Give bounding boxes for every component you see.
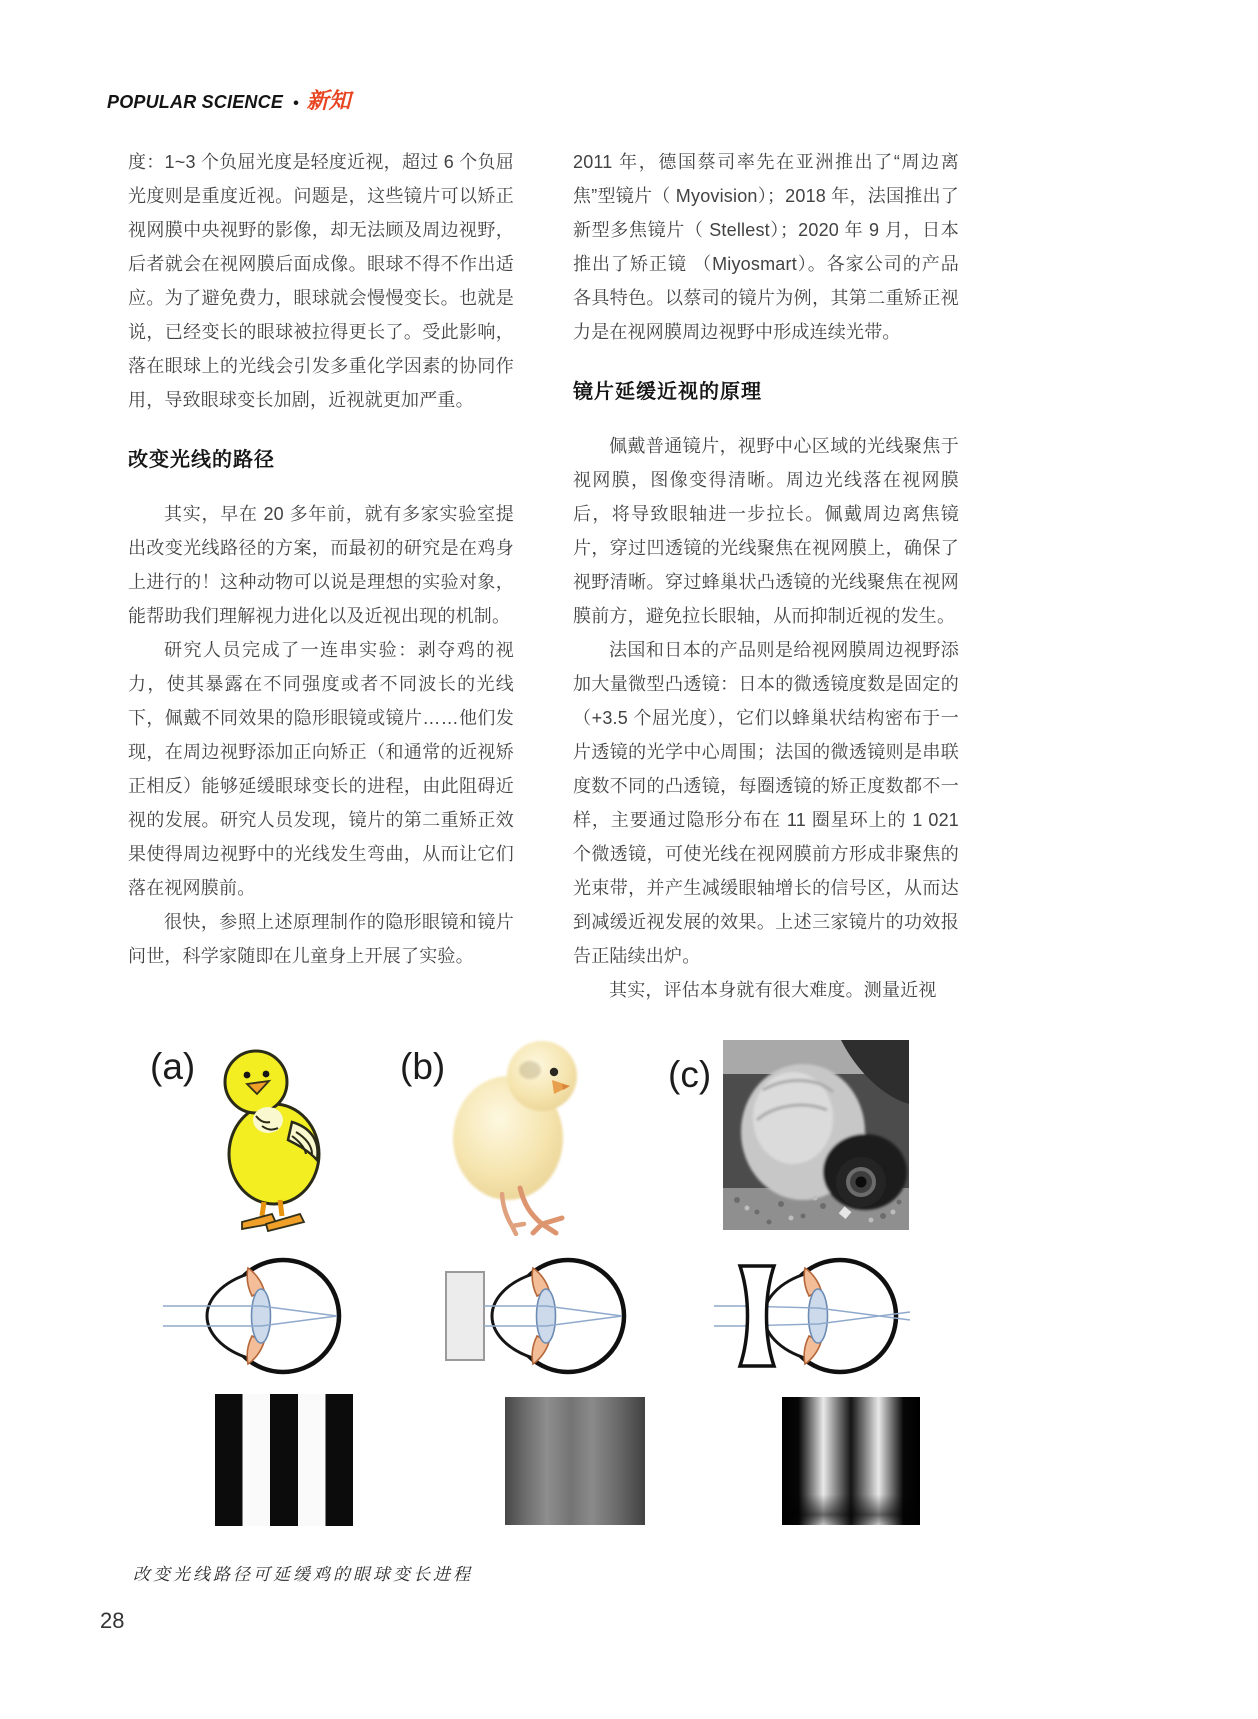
eye-diagram-diffuser — [440, 1246, 650, 1386]
eye-diagram-normal — [155, 1246, 365, 1386]
page-number: 28 — [100, 1608, 125, 1633]
paragraph: 研究人员完成了一连串实验：剥夺鸡的视力，使其暴露在不同强度或者不同波长的光线下，佩戴不同效果的隐形眼镜或镜片……他们发现，在周边视野添加正向矫正（和通常的近视矫正相反）能够延缓眼球变长的进程，由此阻碍近视的发展。研究人员发现，镜片的第二重矫正效果使得周边视野中的光线发生弯曲，从而让它们落在视网膜前。 — [128, 640, 514, 898]
panel-label-c: (c) — [668, 1054, 712, 1095]
left-column — [128, 145, 514, 1007]
photo-chick-image — [450, 1028, 586, 1236]
eye-diagram-concave-lens — [712, 1246, 922, 1386]
paragraph: 其实，评估本身就有很大难度。测量近视 — [609, 980, 937, 1000]
page-header — [107, 84, 351, 115]
grating-blurred-high-contrast — [782, 1397, 920, 1525]
section-title: 新知 — [306, 88, 351, 113]
section-heading-lens-principle: 镜片延缓近视的原理 — [573, 381, 762, 403]
bw-photo-chick-goggle-image — [723, 1040, 909, 1230]
header-bullet-icon: • — [293, 95, 299, 112]
paragraph: 法国和日本的产品则是给视网膜周边视野添加大量微型凸透镜：日本的微透镜度数是固定的（+3.5 个屈光度），它们以蜂巢状结构密布于一片透镜的光学中心周围；法国的微透镜则是串联度数不同的凸透镜，每圈透镜的矫正度数都不一样，主要通过隐形分布在 11 圈星环上的 1 021 个微透镜，可使光线在视网膜前方形成非聚焦的光束带，并产生减缓眼轴增长的信号区，从而达到减缓近视发展的效果。上述三家镜片的功效报告正陆续出炉。 — [573, 640, 959, 966]
right-column — [573, 145, 959, 1007]
paragraph: 佩戴普通镜片，视野中心区域的光线聚焦于视网膜，图像变得清晰。周边光线落在视网膜后，将导致眼轴进一步拉长。佩戴周边离焦镜片，穿过凹透镜的光线聚焦在视网膜上，确保了视野清晰。穿过蜂巢状凸透镜的光线聚焦在视网膜前方，避免拉长眼轴，从而抑制近视的发生。 — [573, 436, 959, 626]
paragraph: 度：1~3 个负屈光度是轻度近视，超过 6 个负屈光度则是重度近视。问题是，这些镜片可以矫正视网膜中央视野的影像，却无法顾及周边视野，后者就会在视网膜后面成像。眼球不得不作出适应。为了避免费力，眼球就会慢慢变长。也就是说，已经变长的眼球被拉得更长了。受此影响，落在眼球上的光线会引发多重化学因素的协同作用，导致眼球变长加剧，近视就更加严重。 — [128, 152, 514, 410]
paragraph: 2011 年，德国蔡司率先在亚洲推出了“周边离焦”型镜片（ Myovision）；2018 年，法国推出了新型多焦镜片（ Stellest）；2020 年 9 月，日本推出了矫正镜 （Miyosmart）。各家公司的产品各具特色。以蔡司的镜片为例，其第二重矫正视力是在视网膜周边视野中形成连续光带。 — [573, 152, 959, 342]
grating-sharp — [215, 1394, 353, 1526]
magazine-brand: POPULAR SCIENCE — [107, 92, 284, 112]
figure-caption: 改变光线路径可延缓鸡的眼球变长进程 — [133, 1565, 473, 1585]
paragraph: 很快，参照上述原理制作的隐形眼镜和镜片问世，科学家随即在儿童身上开展了实验。 — [128, 912, 514, 966]
grating-blurred-low-contrast — [505, 1397, 645, 1525]
cartoon-chick-image — [212, 1042, 334, 1234]
section-heading-light-path: 改变光线的路径 — [128, 449, 275, 471]
paragraph: 其实，早在 20 多年前，就有多家实验室提出改变光线路径的方案，而最初的研究是在鸡身上进行的！这种动物可以说是理想的实验对象，能帮助我们理解视力进化以及近视出现的机制。 — [128, 504, 514, 626]
panel-label-a: (a) — [150, 1046, 196, 1087]
article-body — [128, 145, 960, 1007]
panel-label-b: (b) — [400, 1046, 446, 1087]
